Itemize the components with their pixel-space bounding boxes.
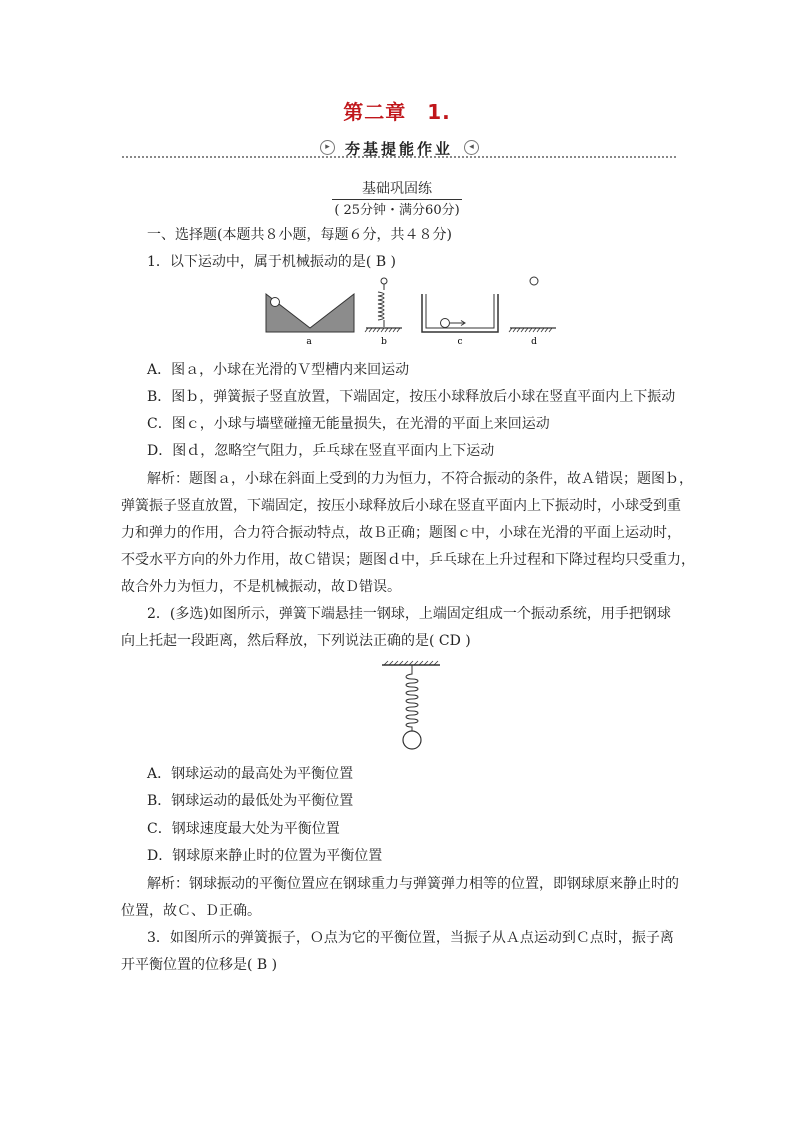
ball-icon bbox=[271, 298, 280, 307]
q1-option-b: B．图ｂ，弹簧振子竖直放置，下端固定，按压小球释放后小球在竖直平面内上下振动 bbox=[147, 389, 676, 405]
figure-c-walls-ball bbox=[422, 294, 498, 332]
q2-analysis-line: 解析：钢球振动的平衡位置应在钢球重力与弹簧弹力相等的位置，即钢球原来静止时的 bbox=[147, 876, 679, 892]
question-2-stem: 向上托起一段距离，然后释放，下列说法正确的是( CD ) bbox=[121, 633, 471, 649]
question-2-figure bbox=[378, 660, 448, 752]
banner-label: 夯基提能作业 bbox=[344, 140, 453, 158]
section-subtitle: ( 25分钟・满分60分) bbox=[334, 203, 460, 218]
right-arrow-icon bbox=[450, 321, 465, 326]
figure-label-a: a bbox=[306, 337, 312, 347]
q1-option-c: C．图ｃ，小球与墙壁碰撞无能量损失，在光滑的平面上来回运动 bbox=[147, 416, 550, 432]
chapter-title: 第二章 1. bbox=[343, 100, 451, 124]
homework-banner bbox=[122, 138, 676, 160]
section-title: 基础巩固练 bbox=[332, 178, 462, 200]
q1-analysis-line: 力和弹力的作用，合力符合振动特点，故Ｂ正确；题图ｃ中，小球在光滑的平面上运动时， bbox=[121, 525, 681, 541]
part-heading: 一、选择题(本题共８小题，每题６分，共４８分) bbox=[147, 227, 452, 243]
ball-icon bbox=[441, 319, 450, 328]
q1-analysis-line: 解析：题图ａ，小球在斜面上受到的力为恒力，不符合振动的条件，故Ａ错误；题图ｂ， bbox=[147, 471, 693, 487]
question-2-stem: 2．(多选)如图所示，弹簧下端悬挂一钢球，上端固定组成一个振动系统，用手把钢球 bbox=[147, 606, 671, 622]
q1-analysis-line: 故合外力为恒力，不是机械振动，故Ｄ错误。 bbox=[121, 579, 401, 595]
q2-option-b: B．钢球运动的最低处为平衡位置 bbox=[147, 793, 354, 809]
question-1-figure bbox=[262, 272, 562, 348]
figure-label-d: d bbox=[531, 337, 537, 347]
ceiling-hatch bbox=[382, 661, 440, 665]
q2-option-a: A．钢球运动的最高处为平衡位置 bbox=[147, 766, 354, 782]
figure-a-v-trough bbox=[266, 294, 354, 332]
figure-b-vertical-spring bbox=[365, 278, 402, 332]
steel-ball-icon bbox=[403, 731, 421, 749]
q1-analysis-line: 不受水平方向的外力作用，故Ｃ错误；题图ｄ中，乒乓球在上升过程和下降过程均只受重力， bbox=[121, 552, 695, 568]
question-1-stem: 1．以下运动中，属于机械振动的是( B ) bbox=[147, 254, 397, 270]
q1-option-a: A．图ａ，小球在光滑的Ｖ型槽内来回运动 bbox=[147, 362, 410, 378]
left-arrow-icon: ◂ bbox=[464, 140, 479, 155]
figure-label-b: b bbox=[381, 337, 387, 347]
q2-option-c: C．钢球速度最大处为平衡位置 bbox=[147, 821, 340, 837]
q1-option-d: D．图ｄ，忽略空气阻力，乒乓球在竖直平面内上下运动 bbox=[147, 443, 495, 459]
question-3-stem: 开平衡位置的位移是( B ) bbox=[121, 957, 278, 973]
figure-label-c: c bbox=[457, 337, 463, 347]
ball-icon bbox=[530, 277, 538, 285]
q2-analysis-line: 位置，故Ｃ、Ｄ正确。 bbox=[121, 903, 261, 919]
figure-d-pingpong bbox=[509, 277, 556, 332]
right-arrow-icon: ▸ bbox=[320, 140, 335, 155]
q2-option-d: D．钢球原来静止时的位置为平衡位置 bbox=[147, 848, 383, 864]
question-3-stem: 3．如图所示的弹簧振子，Ｏ点为它的平衡位置，当振子从Ａ点运动到Ｃ点时，振子离 bbox=[147, 930, 674, 946]
q1-analysis-line: 弹簧振子竖直放置，下端固定，按压小球释放后小球在竖直平面内上下振动时，小球受到重 bbox=[121, 498, 681, 514]
spring-icon bbox=[406, 665, 418, 731]
